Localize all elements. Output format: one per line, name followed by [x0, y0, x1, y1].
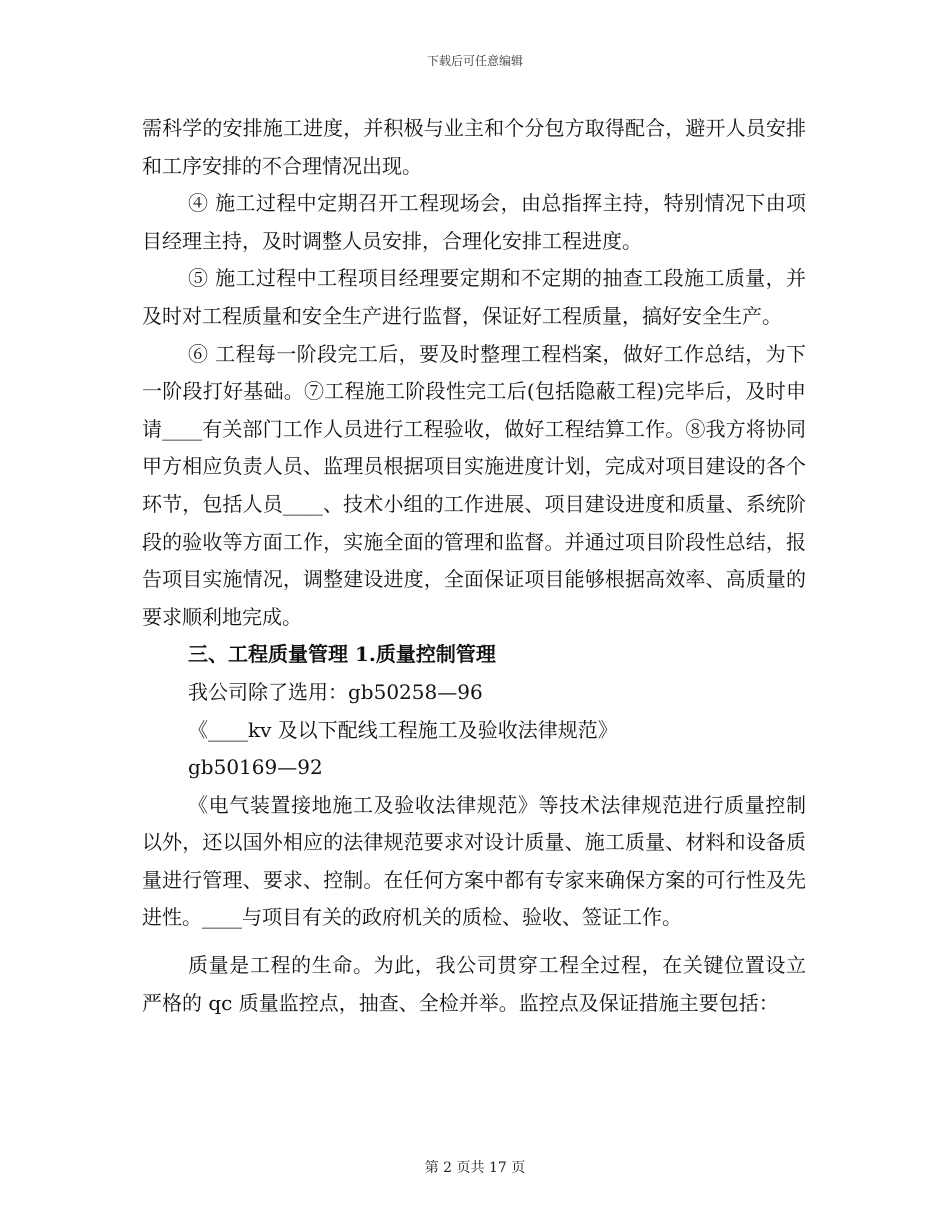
section-heading-quality-management: 三、工程质量管理 1.质量控制管理: [188, 642, 496, 667]
paragraph-standard-gb50169: gb50169—92: [188, 755, 323, 780]
page-header: 下载后可任意编辑: [426, 54, 523, 68]
paragraph-quality-life: 质量是工程的生命。为此，我公司贯穿工程全过程，在关键位置设立严格的 qc 质量监控点，抽查、全检并举。监控点及保证措施主要包括：: [142, 953, 806, 1015]
paragraph-schedule-arrangement: 需科学的安排施工进度，并积极与业主和个分包方取得配合，避开人员安排和工序安排的不合理情况出现。: [142, 116, 806, 178]
paragraph-standard-gb50258: 我公司除了选用：gb50258—96: [188, 679, 483, 704]
page-footer: 第 2 页共 17 页: [424, 1160, 526, 1176]
document-body: [142, 110, 806, 1022]
paragraph-item-5: ⑤ 施工过程中工程项目经理要定期和不定期的抽查工段施工质量，并及时对工程质量和安全生产进行监督，保证好工程质量，搞好安全生产。: [142, 266, 806, 328]
paragraph-standard-title-kv: 《____kv 及以下配线工程施工及验收法律规范》: [188, 717, 618, 742]
paragraph-quality-control: 《电气装置接地施工及验收法律规范》等技术法律规范进行质量控制以外，还以国外相应的法律规范要求对设计质量、施工质量、材料和设备质量进行管理、要求、控制。在任何方案中都有专家来确保方案的可行性及先进性。____与项目有关的政府机关的质检、验收、签证工作。: [142, 792, 806, 930]
paragraph-item-4: ④ 施工过程中定期召开工程现场会，由总指挥主持，特别情况下由项目经理主持，及时调整人员安排，合理化安排工程进度。: [142, 191, 806, 253]
paragraph-items-6-8: ⑥ 工程每一阶段完工后，要及时整理工程档案，做好工作总结，为下一阶段打好基础。⑦工程施工阶段性完工后(包括隐蔽工程)完毕后，及时申请____有关部门工作人员进行工程验收，做好工程结算工作。⑧我方将协同甲方相应负责人员、监理员根据项目实施进度计划，完成对项目建设的各个环节，包括人员____、技术小组的工作进展、项目建设进度和质量、系统阶段的验收等方面工作，实施全面的管理和监督。并通过项目阶段性总结，报告项目实施情况，调整建设进度，全面保证项目能够根据高效率、高质量的要求顺利地完成。: [142, 341, 806, 629]
